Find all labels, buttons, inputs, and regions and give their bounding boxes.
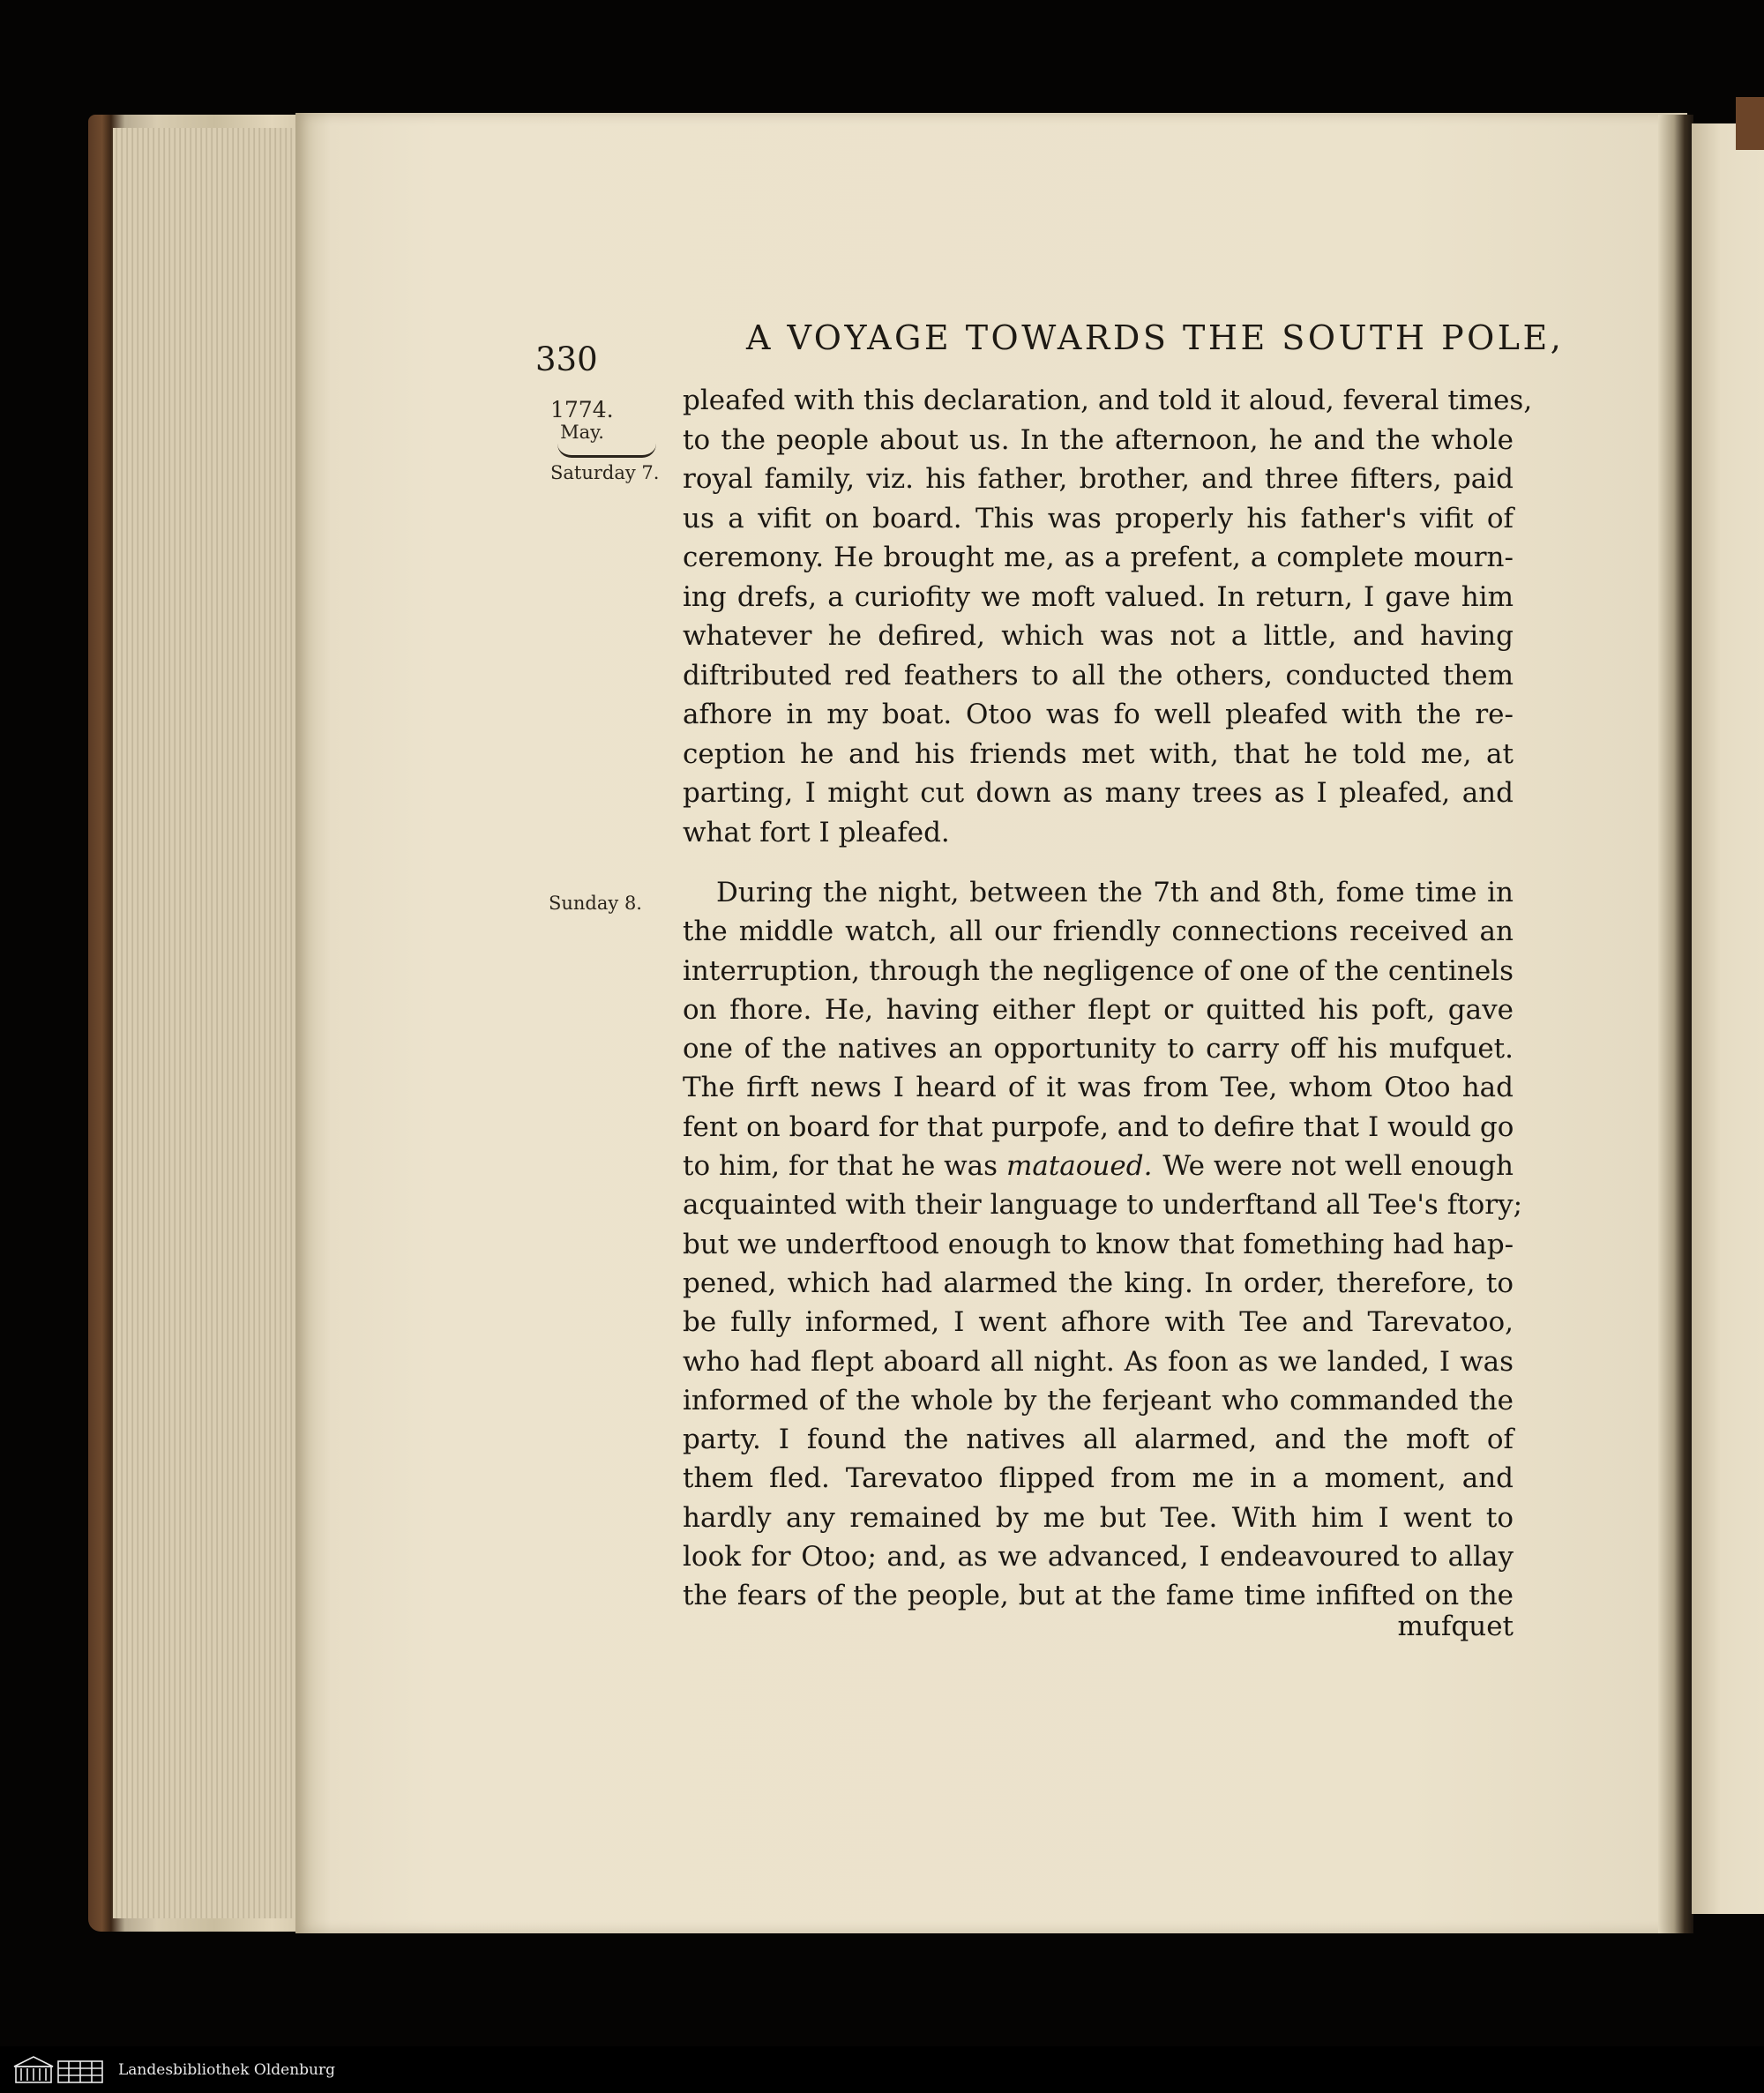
footer-bar: [0, 2046, 1764, 2093]
text-line: informed of the whole by the ferjeant who commanded the: [683, 1384, 1514, 1417]
text-line-start: to him, for that he was: [683, 1150, 998, 1183]
page-number: 330: [535, 340, 598, 378]
right-page-edge: [1692, 123, 1764, 1914]
paragraph-1: [683, 381, 1533, 852]
text-line: diftributed red feathers to all the others, conducted them: [683, 659, 1514, 691]
text-line: interruption, through the negligence of one of the centinels: [683, 954, 1514, 987]
text-line: one of the natives an opportunity to carry off his mufquet.: [683, 1033, 1514, 1065]
text-line: hardly any remained by me but Tee. With him I went to: [683, 1501, 1514, 1534]
text-line: the fears of the people, but at the fame time infifted on the: [683, 1580, 1514, 1612]
text-line: what fort I pleafed.: [683, 816, 950, 848]
text-line: party. I found the natives all alarmed, and the moft of: [683, 1424, 1514, 1456]
text-line: to the people about us. In the afternoon, he and the whole: [683, 423, 1514, 456]
text-line: royal family, viz. his father, brother, and three fifters, paid: [683, 463, 1514, 495]
text-line: be fully informed, I went afhore with Tee and Tarevatoo,: [683, 1306, 1514, 1339]
text-line: look for Otoo; and, as we advanced, I endeavoured to allay: [683, 1541, 1514, 1573]
text-line: who had flept aboard all night. As foon as we landed, I was: [683, 1345, 1514, 1378]
catchword: mufquet: [1397, 1611, 1514, 1642]
library-building-icon: [12, 2054, 106, 2086]
margin-year: 1774.: [550, 397, 614, 422]
text-line: ception he and his friends met with, that he told me, at: [683, 737, 1514, 770]
margin-month: May.: [560, 422, 604, 443]
text-line: ing drefs, a curiofity we moft valued. In return, I gave him: [683, 580, 1514, 613]
margin-brace: [557, 443, 656, 458]
text-line: The firft news I heard of it was from Tee, whom Otoo had: [683, 1072, 1514, 1104]
text-line: fent on board for that purpofe, and to defire that I would go: [683, 1110, 1514, 1143]
text-line: us a vifit on board. This was properly his father's vifit of: [683, 502, 1514, 534]
text-line: afhore in my boat. Otoo was fo well pleafed with the re-: [683, 699, 1514, 730]
text-line: [683, 873, 1514, 912]
italic-word: mataoued.: [1005, 1150, 1153, 1183]
text-line: acquainted with their language to underftand all Tee's ftory;: [683, 1189, 1523, 1222]
text-line-content: During the night, between the 7th and 8th, fome time in: [716, 877, 1514, 908]
text-line: parting, I might cut down as many trees as I pleafed, and: [683, 777, 1514, 809]
text-line: on fhore. He, having either flept or quitted his poft, gave: [683, 993, 1514, 1026]
text-line: [683, 1147, 1514, 1185]
page-stack: [113, 128, 311, 1918]
text-segment: [683, 1147, 1152, 1185]
gutter: [1658, 115, 1693, 1933]
running-head: A VOYAGE TOWARDS THE SOUTH POLE,: [746, 318, 1565, 357]
cover-corner: [1736, 97, 1764, 150]
text-line: ceremony. He brought me, as a prefent, a complete mourn-: [683, 542, 1514, 573]
text-line: them fled. Tarevatoo flipped from me in a moment, and: [683, 1462, 1514, 1495]
text-line: pened, which had alarmed the king. In order, therefore, to: [683, 1267, 1514, 1299]
text-line-end: We were not well enough: [1162, 1150, 1514, 1183]
paragraph-2: [683, 873, 1523, 1616]
text-line: whatever he defired, which was not a little, and having: [683, 620, 1514, 652]
margin-date-saturday: Saturday 7.: [550, 462, 660, 483]
text-line: the middle watch, all our friendly connections received an: [683, 916, 1514, 948]
margin-date-sunday: Sunday 8.: [549, 893, 642, 914]
text-line: but we underftood enough to know that fomething had hap-: [683, 1228, 1514, 1260]
library-name: Landesbibliothek Oldenburg: [118, 2060, 336, 2079]
text-line: pleafed with this declaration, and told it aloud, feveral times,: [683, 385, 1533, 416]
